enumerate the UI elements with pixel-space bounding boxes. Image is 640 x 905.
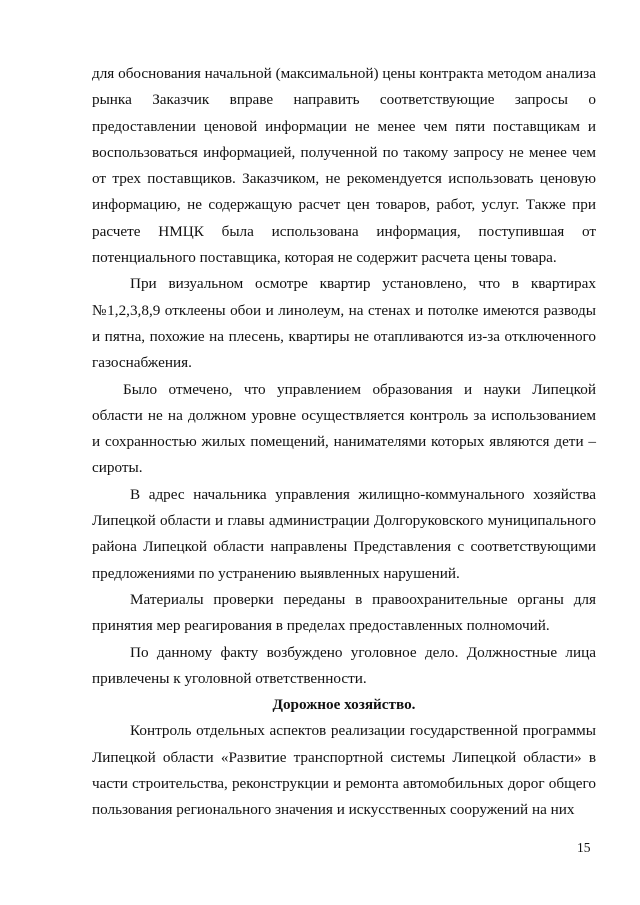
paragraph-criminal-case: По данному факту возбуждено уголовное дело. Должностные лица привлечены к уголовной ответственности. [92,643,596,687]
paragraph-road-program: Контроль отдельных аспектов реализации государственной программы Липецкой области «Развитие транспортной системы Липецкой области» в части строительства, реконструкции и ремонта автомобильных дорог общего пользования регионального значения и искусственных сооружений на них [92,722,596,819]
paragraph-continuation: для обоснования начальной (максимальной) цены контракта методом анализа рынка Заказчик вправе направить соответствующие запросы о предоставлении ценовой информации не менее чем пяти поставщикам и воспользоваться информацией, полученной по такому запросу не менее чем от трех поставщиков. Заказчиком, не рекомендуется использовать ценовую информацию, не содержащую расчет цен товаров, работ, услуг. Также при расчете НМЦК была использована информация, поступившая от потенциального поставщика, которая не содержит расчета цены товара. [92,65,596,267]
page-number: 15 [577,840,591,855]
document-page [92,61,596,824]
paragraph-representations: В адрес начальника управления жилищно-коммунального хозяйства Липецкой области и главы администрации Долгоруковского муниципального района Липецкой области направлены Представления с соответствующими предложениями по устранению выявленных нарушений. [92,485,596,582]
paragraph-apartment-inspection: При визуальном осмотре квартир установлено, что в квартирах №1,2,3,8,9 отклеены обои и линолеум, на стенах и потолке имеются разводы и пятна, похожие на плесень, квартиры не отапливаются из-за отключенного газоснабжения. [92,275,596,372]
section-heading: Дорожное хозяйство. [272,696,416,714]
paragraph-materials-transferred: Материалы проверки переданы в правоохранительные органы для принятия мер реагирования в пределах предоставленных полномочий. [92,590,596,635]
paragraph-control-deficiency: Было отмечено, что управлением образования и науки Липецкой области не на должном уровне осуществляется контроль за использованием и сохранностью жилых помещений, нанимателями которых являются дети – сироты. [92,380,596,477]
